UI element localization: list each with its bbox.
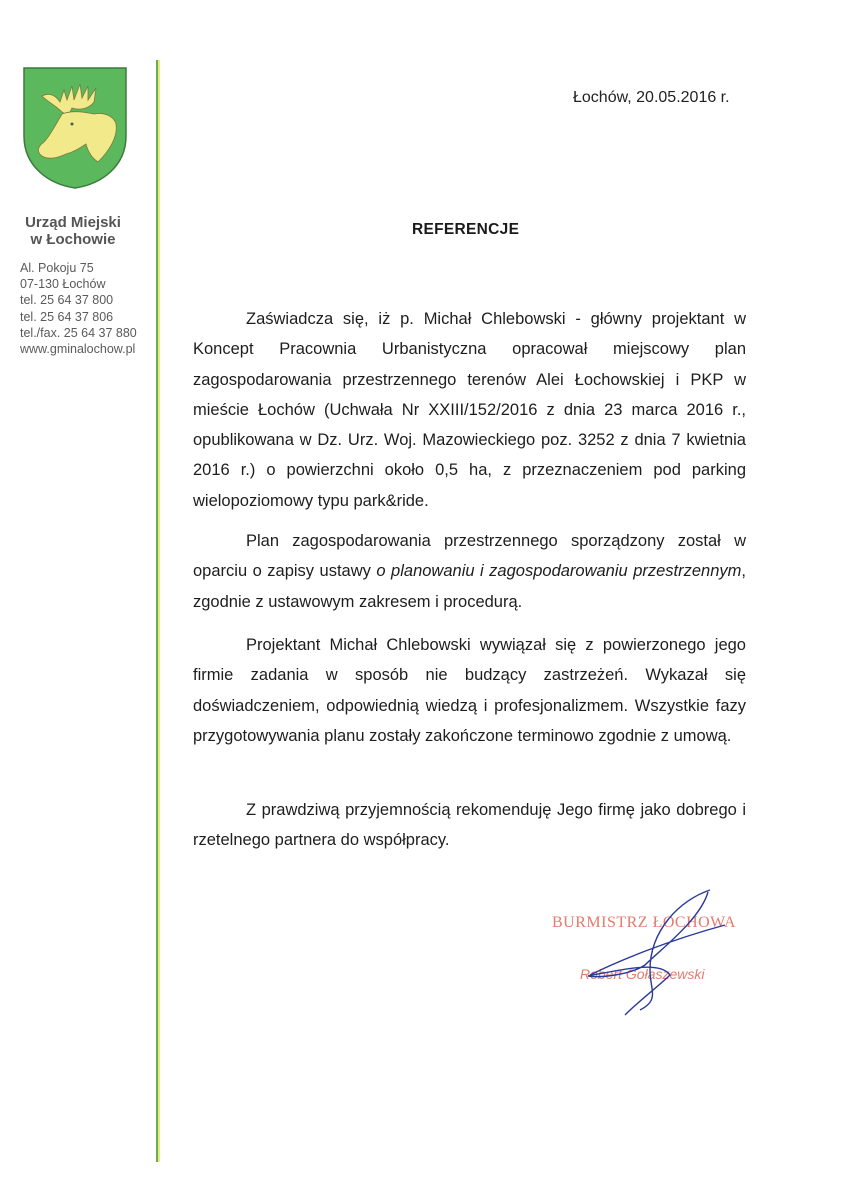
address-postcode: 07-130 Łochów — [20, 277, 106, 292]
address-fax: tel./fax. 25 64 37 880 — [20, 325, 137, 340]
paragraph-1 — [193, 304, 746, 516]
office-name — [20, 214, 126, 248]
paragraph-4-text: Z prawdziwą przyjemnością rekomenduję Jego firmę jako dobrego i rzetelnego partnera do współpracy. — [193, 801, 746, 850]
letter-date: Łochów, 20.05.2016 r. — [573, 89, 730, 106]
office-name-line2: w Łochowie — [30, 231, 116, 248]
paragraph-2-text — [193, 526, 746, 617]
stamp-title: BURMISTRZ ŁOCHOWA — [552, 914, 737, 931]
address-phone-1: tel. 25 64 37 800 — [20, 293, 114, 308]
letter-title: REFERENCJE — [412, 221, 520, 238]
paragraph-3-text: Projektant Michał Chlebowski wywiązał się z powierzonego jego firmie zadania w sposób nie budzący zastrzeżeń. Wykazał się doświadczeniem, odpowiednią wiedzą i profesjonalizmem. Wszystkie fazy przygotowywania planu zostały zakończone terminowo zgodnie z umową. — [193, 636, 746, 745]
act-title-italic: o planowaniu i zagospodarowaniu przestrzennym — [376, 562, 742, 581]
paragraph-2-before: Plan zagospodarowania przestrzennego sporządzony został w oparciu o zapisy ustawy — [193, 532, 746, 581]
paragraph-1-text: Zaświadcza się, iż p. Michał Chlebowski - główny projektant w Koncept Pracownia Urbanistyczna opracował miejscowy plan zagospodarowania przestrzennego terenów Alei Łochowskiej i PKP w mieście Łochów (Uchwała Nr XXIII/152/2016 z dnia 23 marca 2016 r., opublikowana w Dz. Urz. Woj. Mazowieckiego poz. 3252 z dnia 7 kwietnia 2016 r.) o powierzchni około 0,5 ha, z przeznaczeniem pod parking wielopoziomowy typu park&ride. — [193, 310, 746, 510]
paragraph-2-after: , zgodnie z ustawowym zakresem i procedurą. — [193, 562, 746, 611]
handwritten-signature-icon — [560, 880, 760, 1020]
paragraph-4 — [193, 795, 746, 856]
header-divider-line — [156, 60, 160, 1162]
office-info — [20, 214, 152, 357]
address-phone-2: tel. 25 64 37 806 — [20, 309, 114, 324]
stamp-name: Robert Gołaszewski — [580, 966, 705, 982]
office-address — [20, 260, 152, 357]
paragraph-2 — [193, 526, 746, 617]
address-website: www.gminalochow.pl — [20, 342, 136, 357]
moose-crest-icon — [22, 66, 128, 190]
office-name-line1: Urząd Miejski — [25, 214, 121, 231]
address-street: Al. Pokoju 75 — [20, 261, 94, 275]
paragraph-3 — [193, 630, 746, 751]
